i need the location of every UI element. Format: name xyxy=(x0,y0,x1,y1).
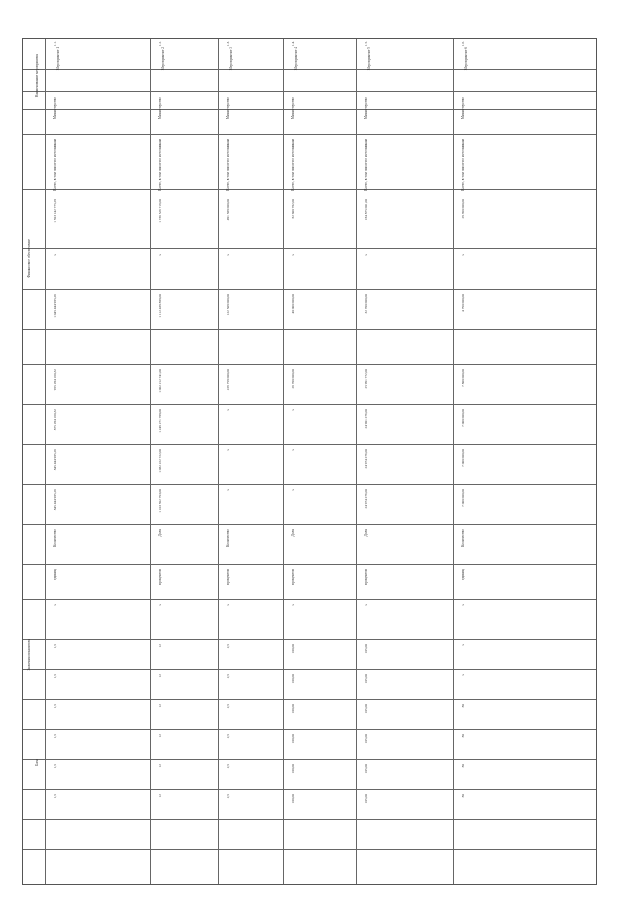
grid-line xyxy=(45,39,46,884)
row-name: Мероприятие 4 xyxy=(294,47,298,71)
row-unit: процентов xyxy=(364,569,368,585)
grid-line xyxy=(23,759,596,760)
row-indicator-value: 105,00 xyxy=(364,644,368,654)
row-year-value: 229 758 000,00 xyxy=(226,369,230,391)
row-year-value: х xyxy=(53,254,57,256)
row-number: 1.3. xyxy=(226,41,230,47)
row-base: х xyxy=(158,604,162,606)
row-year-value: х xyxy=(226,254,230,256)
row-responsible: Министерство xyxy=(158,97,162,120)
row-responsible: Министерство xyxy=(226,97,230,120)
row-indicator: Доля xyxy=(158,529,162,537)
row-indicator-value: 2,5 xyxy=(226,734,230,739)
row-year-value: 1 249 271 788,00 xyxy=(158,409,162,433)
grid-line xyxy=(23,69,596,70)
row-year-value: 40 000 000,00 xyxy=(291,294,295,314)
grid-line xyxy=(23,484,596,485)
row-year-value: 24 901 276,00 xyxy=(364,409,368,429)
grid-line xyxy=(23,329,596,330)
row-source: Всего, в том числе по источникам xyxy=(364,139,368,191)
row-total: 29 390 000,00 xyxy=(461,199,465,219)
row-year-value: 24 974 276,00 xyxy=(364,449,368,469)
row-number: 1.6. xyxy=(461,41,465,47)
row-indicator-value: 2,5 xyxy=(226,794,230,799)
grid-line xyxy=(23,248,596,249)
row-year-value: 24 974 276,00 xyxy=(364,489,368,509)
header-finance: Финансовое обеспечение xyxy=(27,239,31,278)
row-indicator-value: 105,00 xyxy=(364,794,368,804)
row-year-value: х xyxy=(226,449,230,451)
rotated-table xyxy=(22,38,597,885)
row-indicator-value: 2,5 xyxy=(226,644,230,649)
row-indicator-value: 2,5 xyxy=(226,764,230,769)
row-indicator-value: 100,00 xyxy=(291,644,295,654)
header-base: База xyxy=(35,759,39,766)
row-total: 82 600 782,00 xyxy=(291,199,295,219)
row-year-value: х xyxy=(291,254,295,256)
row-indicator-value: 1,5 xyxy=(53,794,57,799)
row-indicator-value: 100,00 xyxy=(291,764,295,774)
row-indicator-value: 105,00 xyxy=(364,734,368,744)
row-source: Всего, в том числе по источникам xyxy=(291,139,295,191)
grid-line xyxy=(283,39,284,884)
row-indicator-value: 12 xyxy=(158,674,162,678)
row-year-value: х xyxy=(364,254,368,256)
row-year-value: 122 508 000,00 xyxy=(226,294,230,316)
row-unit: процентов xyxy=(158,569,162,585)
row-base: х xyxy=(291,604,295,606)
grid-line xyxy=(23,564,596,565)
row-indicator-value: 1,5 xyxy=(53,734,57,739)
row-name: Мероприятие 2 xyxy=(161,47,165,71)
row-name: Мероприятие 1 xyxy=(56,47,60,71)
row-indicator-value: 100,00 xyxy=(291,734,295,744)
row-year-value: х xyxy=(158,254,162,256)
grid-line xyxy=(23,109,596,110)
row-year-value: х xyxy=(461,254,465,256)
row-indicator-value: 105,00 xyxy=(364,674,368,684)
grid-line xyxy=(218,39,219,884)
row-total: 1 593 142 775,28 xyxy=(53,199,57,223)
row-indicator-value: 80 xyxy=(461,794,465,798)
row-indicator-value: 1,5 xyxy=(53,764,57,769)
row-indicator-value: 80 xyxy=(461,764,465,768)
grid-line xyxy=(356,39,357,884)
row-indicator: Доля xyxy=(364,529,368,537)
row-year-value: 1 112 438 888,00 xyxy=(158,294,162,318)
row-indicator-value: 2,5 xyxy=(226,674,230,679)
grid-line xyxy=(23,289,596,290)
row-base: х xyxy=(461,604,465,606)
grid-line xyxy=(23,189,596,190)
row-indicator-value: 100,00 xyxy=(291,794,295,804)
grid-line xyxy=(23,729,596,730)
row-year-value: 7 800 000,00 xyxy=(461,369,465,387)
row-number: 1.4. xyxy=(291,41,295,47)
row-indicator-value: 105,00 xyxy=(364,764,368,774)
row-indicator: Количество xyxy=(226,529,230,547)
row-year-value: 845 444 985,26 xyxy=(53,449,57,471)
row-year-value: 7 000 000,00 xyxy=(461,489,465,507)
row-year-value: 1 082 222 722,00 xyxy=(158,449,162,473)
row-indicator: Количество xyxy=(461,529,465,547)
grid-line xyxy=(23,819,596,820)
row-total: 491 588 000,00 xyxy=(226,199,230,221)
row-number: 1.1. xyxy=(53,41,57,47)
row-year-value: х xyxy=(291,489,295,491)
grid-line xyxy=(23,404,596,405)
row-indicator-value: 100,00 xyxy=(291,704,295,714)
row-number: 1.5. xyxy=(364,41,368,47)
row-indicator-value: х xyxy=(461,674,465,676)
row-total: 1 736 526 719,00 xyxy=(158,199,162,223)
grid-line xyxy=(23,789,596,790)
row-indicator: Доля xyxy=(291,529,295,537)
row-unit: процентов xyxy=(291,569,295,585)
row-year-value: х xyxy=(291,409,295,411)
header-indicator-values: Значения показателя xyxy=(27,639,31,671)
row-year-value: 32 700 000,00 xyxy=(364,294,368,314)
row-indicator: Количество xyxy=(53,529,57,547)
grid-line xyxy=(23,639,596,640)
row-year-value: х xyxy=(226,489,230,491)
row-responsible: Министерство xyxy=(53,97,57,120)
row-unit: единиц xyxy=(461,569,465,581)
row-year-value: 1 002 212 741,00 xyxy=(158,369,162,393)
grid-line xyxy=(23,134,596,135)
row-year-value: 1 103 592 793,00 xyxy=(158,489,162,513)
row-year-value: 955 284 160,32 xyxy=(53,369,57,391)
row-name: Мероприятие 3 xyxy=(229,47,233,71)
grid-line xyxy=(23,364,596,365)
row-source: Всего, в том числе по источникам xyxy=(461,139,465,191)
row-indicator-value: 1,5 xyxy=(53,644,57,649)
row-year-value: 1 045 444 985,26 xyxy=(53,294,57,318)
row-year-value: х xyxy=(291,449,295,451)
row-base: х xyxy=(53,604,57,606)
grid-line xyxy=(23,669,596,670)
row-indicator-value: 100,00 xyxy=(291,674,295,684)
row-year-value: 26 700 000,00 xyxy=(291,369,295,389)
row-year-value: 25 991 772,00 xyxy=(364,369,368,389)
row-responsible: Министерство xyxy=(364,97,368,120)
grid-line xyxy=(23,444,596,445)
row-number: 1.2. xyxy=(158,41,162,47)
row-unit: процентов xyxy=(226,569,230,585)
row-indicator-value: 12 xyxy=(158,794,162,798)
row-indicator-value: 80 xyxy=(461,734,465,738)
header-main: Наименование мероприятия xyxy=(35,54,39,98)
grid-line xyxy=(150,39,151,884)
row-indicator-value: х xyxy=(461,644,465,646)
grid-line xyxy=(23,599,596,600)
row-responsible: Министерство xyxy=(291,97,295,120)
row-year-value: 845 444 985,26 xyxy=(53,489,57,511)
row-base: х xyxy=(364,604,368,606)
row-indicator-value: 80 xyxy=(461,704,465,708)
row-indicator-value: 2,5 xyxy=(226,704,230,709)
grid-line xyxy=(23,91,596,92)
row-indicator-value: 12 xyxy=(158,764,162,768)
row-responsible: Министерство xyxy=(461,97,465,120)
row-source: Всего, в том числе по источникам xyxy=(158,139,162,191)
row-source: Всего, в том числе по источникам xyxy=(53,139,57,191)
grid-line xyxy=(23,524,596,525)
row-year-value: 7 000 000,00 xyxy=(461,449,465,467)
row-indicator-value: 1,5 xyxy=(53,674,57,679)
row-indicator-value: 12 xyxy=(158,704,162,708)
grid-line xyxy=(23,849,596,850)
row-name: Мероприятие 6 xyxy=(464,47,468,71)
row-unit: единиц xyxy=(53,569,57,581)
grid-line xyxy=(453,39,454,884)
row-indicator-value: 12 xyxy=(158,734,162,738)
row-year-value: 4 790 000,00 xyxy=(461,294,465,312)
grid-line xyxy=(23,699,596,700)
row-base: х xyxy=(226,604,230,606)
row-indicator-value: 1,5 xyxy=(53,704,57,709)
row-year-value: 875 284 160,32 xyxy=(53,409,57,431)
row-total: 184 875 001,00 xyxy=(364,199,368,221)
row-indicator-value: 12 xyxy=(158,644,162,648)
row-year-value: х xyxy=(226,409,230,411)
row-name: Мероприятие 5 xyxy=(367,47,371,71)
row-indicator-value: 105,00 xyxy=(364,704,368,714)
row-source: Всего, в том числе по источникам xyxy=(226,139,230,191)
row-year-value: 7 000 000,00 xyxy=(461,409,465,427)
